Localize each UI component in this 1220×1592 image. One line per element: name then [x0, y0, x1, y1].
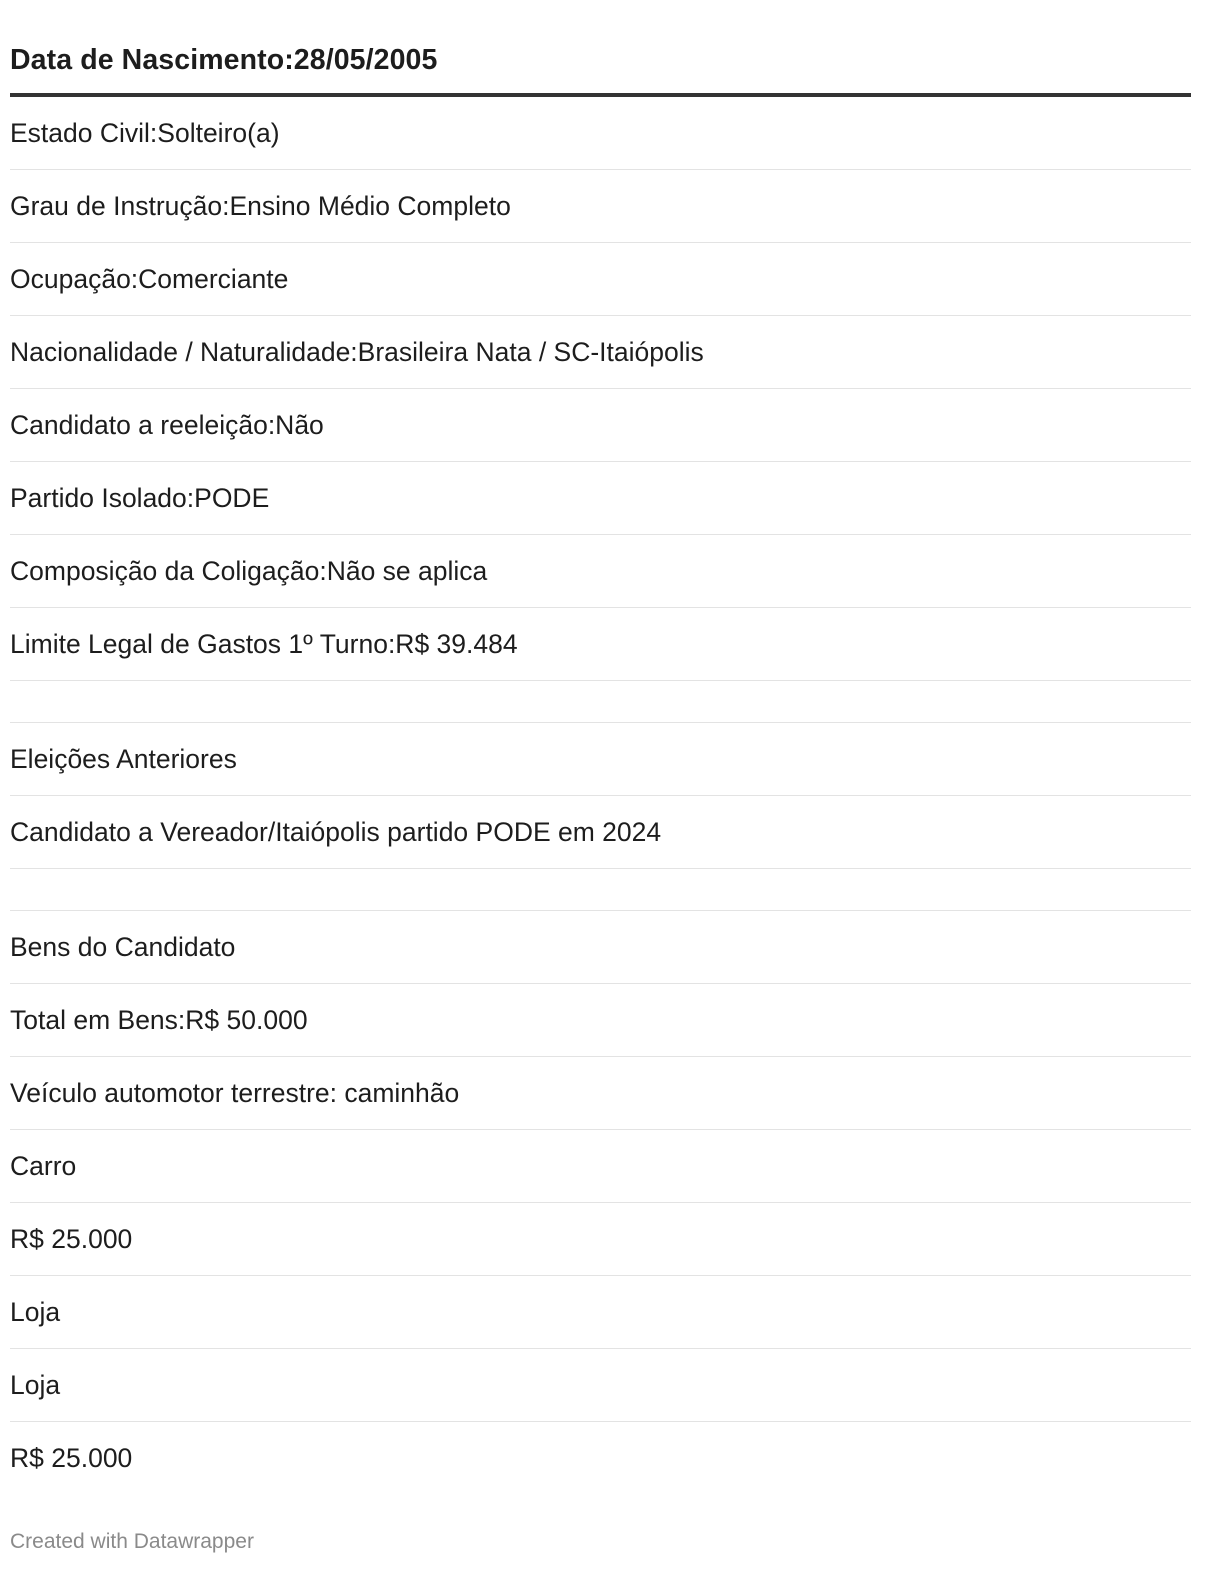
table-row [10, 535, 1191, 608]
table-row-empty [10, 681, 1191, 723]
table-row [10, 723, 1191, 796]
table-row [10, 316, 1191, 389]
table-cell: Limite Legal de Gastos 1º Turno:R$ 39.484 [10, 628, 518, 659]
table-row [10, 1203, 1191, 1276]
table-cell: Carro [10, 1150, 77, 1181]
table-cell: Veículo automotor terrestre: caminhão [10, 1077, 460, 1108]
table-cell: Grau de Instrução:Ensino Médio Completo [10, 190, 511, 221]
table-row [10, 796, 1191, 869]
table-row-empty [10, 869, 1191, 911]
table-cell: Candidato a reeleição:Não [10, 409, 324, 440]
table-row [10, 170, 1191, 243]
table-cell: Bens do Candidato [10, 931, 236, 962]
table-cell: Composição da Coligação:Não se aplica [10, 555, 488, 586]
table-cell: Ocupação:Comerciante [10, 263, 289, 294]
table-cell: R$ 25.000 [10, 1223, 133, 1254]
table-cell: Estado Civil:Solteiro(a) [10, 117, 280, 148]
table-row [10, 911, 1191, 984]
table-row [10, 1422, 1191, 1495]
table-row [10, 1130, 1191, 1203]
table-header-row [10, 0, 1191, 97]
candidate-info-table [10, 0, 1191, 1495]
table-row [10, 1276, 1191, 1349]
table-cell: Partido Isolado:PODE [10, 482, 270, 513]
table-row [10, 608, 1191, 681]
table-cell: Eleições Anteriores [10, 743, 237, 774]
table-row [10, 97, 1191, 170]
table-cell: Loja [10, 1369, 61, 1400]
table-row [10, 243, 1191, 316]
table-cell: Total em Bens:R$ 50.000 [10, 1004, 308, 1035]
table-row [10, 984, 1191, 1057]
table-cell: Loja [10, 1296, 61, 1327]
table-header-cell: Data de Nascimento:28/05/2005 [10, 44, 438, 76]
table-cell: Nacionalidade / Naturalidade:Brasileira Nata / SC-Itaiópolis [10, 336, 704, 367]
table-cell: R$ 25.000 [10, 1443, 133, 1473]
table-row [10, 462, 1191, 535]
datawrapper-credit-link[interactable]: Created with Datawrapper [10, 1530, 254, 1553]
table-row [10, 1057, 1191, 1130]
table-cell: Candidato a Vereador/Itaiópolis partido PODE em 2024 [10, 816, 662, 847]
table-row [10, 1349, 1191, 1422]
table-row [10, 389, 1191, 462]
